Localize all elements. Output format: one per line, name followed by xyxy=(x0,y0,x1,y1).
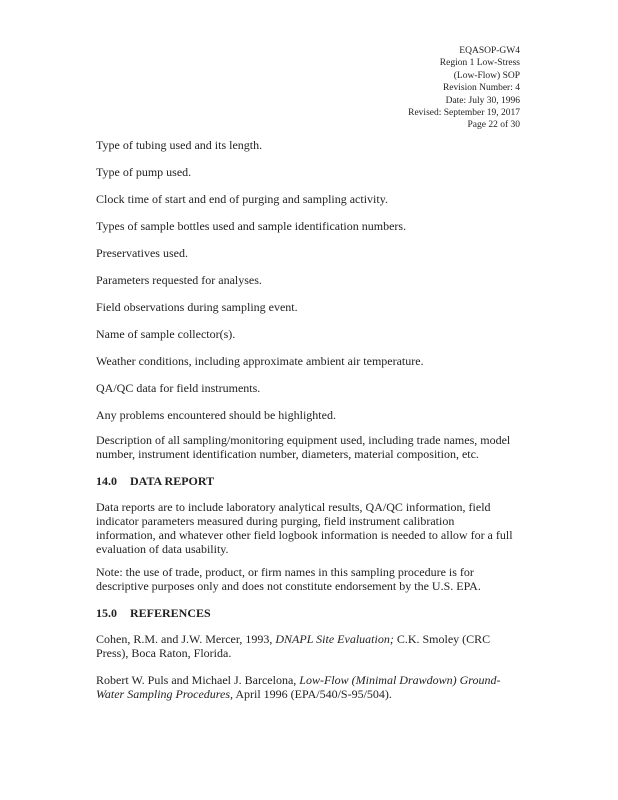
reference-item xyxy=(96,673,516,701)
header-title-line-2: (Low-Flow) SOP xyxy=(453,70,520,81)
document-header xyxy=(408,45,520,132)
list-item: Parameters requested for analyses. xyxy=(96,273,262,287)
reference-publisher: April 1996 (EPA/540/S-95/504). xyxy=(233,687,392,701)
reference-authors: Cohen, R.M. and J.W. Mercer, 1993, xyxy=(96,632,276,646)
header-doc-id: EQASOP-GW4 xyxy=(459,46,520,56)
reference-publisher: C.K. Smoley (CRC Press), Boca Raton, Florida. xyxy=(96,632,491,660)
reference-item xyxy=(96,632,516,660)
list-item: Field observations during sampling event. xyxy=(96,300,298,314)
list-item: QA/QC data for field instruments. xyxy=(96,381,261,395)
section-number: 15.0 xyxy=(96,606,117,620)
list-item: Types of sample bottles used and sample identification numbers. xyxy=(96,219,407,233)
list-item: Type of tubing used and its length. xyxy=(96,138,263,152)
header-title-line-1: Region 1 Low-Stress xyxy=(439,58,520,69)
list-item: Any problems encountered should be highlighted. xyxy=(96,408,336,422)
data-report-paragraph: Data reports are to include laboratory analytical results, QA/QC information, field indicator parameters measured during purging, field instrument calibration information, and whatever other field logbook information is needed to allow for a full evaluation of data usability. xyxy=(96,500,513,556)
description-item: Description of all sampling/monitoring equipment used, including trade names, model number, instrument identification number, diameters, material composition, etc. xyxy=(96,433,511,461)
section-14-heading xyxy=(96,474,214,489)
section-title: REFERENCES xyxy=(130,606,211,620)
list-item: Name of sample collector(s). xyxy=(96,327,236,341)
reference-title: DNAPL Site Evaluation; xyxy=(275,632,394,646)
header-revised: Revised: September 19, 2017 xyxy=(408,108,520,119)
header-page: Page 22 of 30 xyxy=(467,120,520,131)
header-revision: Revision Number: 4 xyxy=(442,83,520,94)
section-number: 14.0 xyxy=(96,474,117,488)
list-item: Clock time of start and end of purging and sampling activity. xyxy=(96,192,388,206)
list-item: Preservatives used. xyxy=(96,246,188,260)
section-title: DATA REPORT xyxy=(130,474,215,488)
note-paragraph: Note: the use of trade, product, or firm names in this sampling procedure is for descriptive purposes only and does not constitute endorsement by the U.S. EPA. xyxy=(96,565,481,593)
reference-title: Low-Flow (Minimal Drawdown) Ground-Water Sampling Procedures, xyxy=(96,673,501,701)
section-15-heading xyxy=(96,606,211,621)
header-date: Date: July 30, 1996 xyxy=(445,95,520,106)
list-item: Type of pump used. xyxy=(96,165,192,179)
list-item: Weather conditions, including approximate ambient air temperature. xyxy=(96,354,424,368)
reference-authors: Robert W. Puls and Michael J. Barcelona, xyxy=(96,673,300,687)
